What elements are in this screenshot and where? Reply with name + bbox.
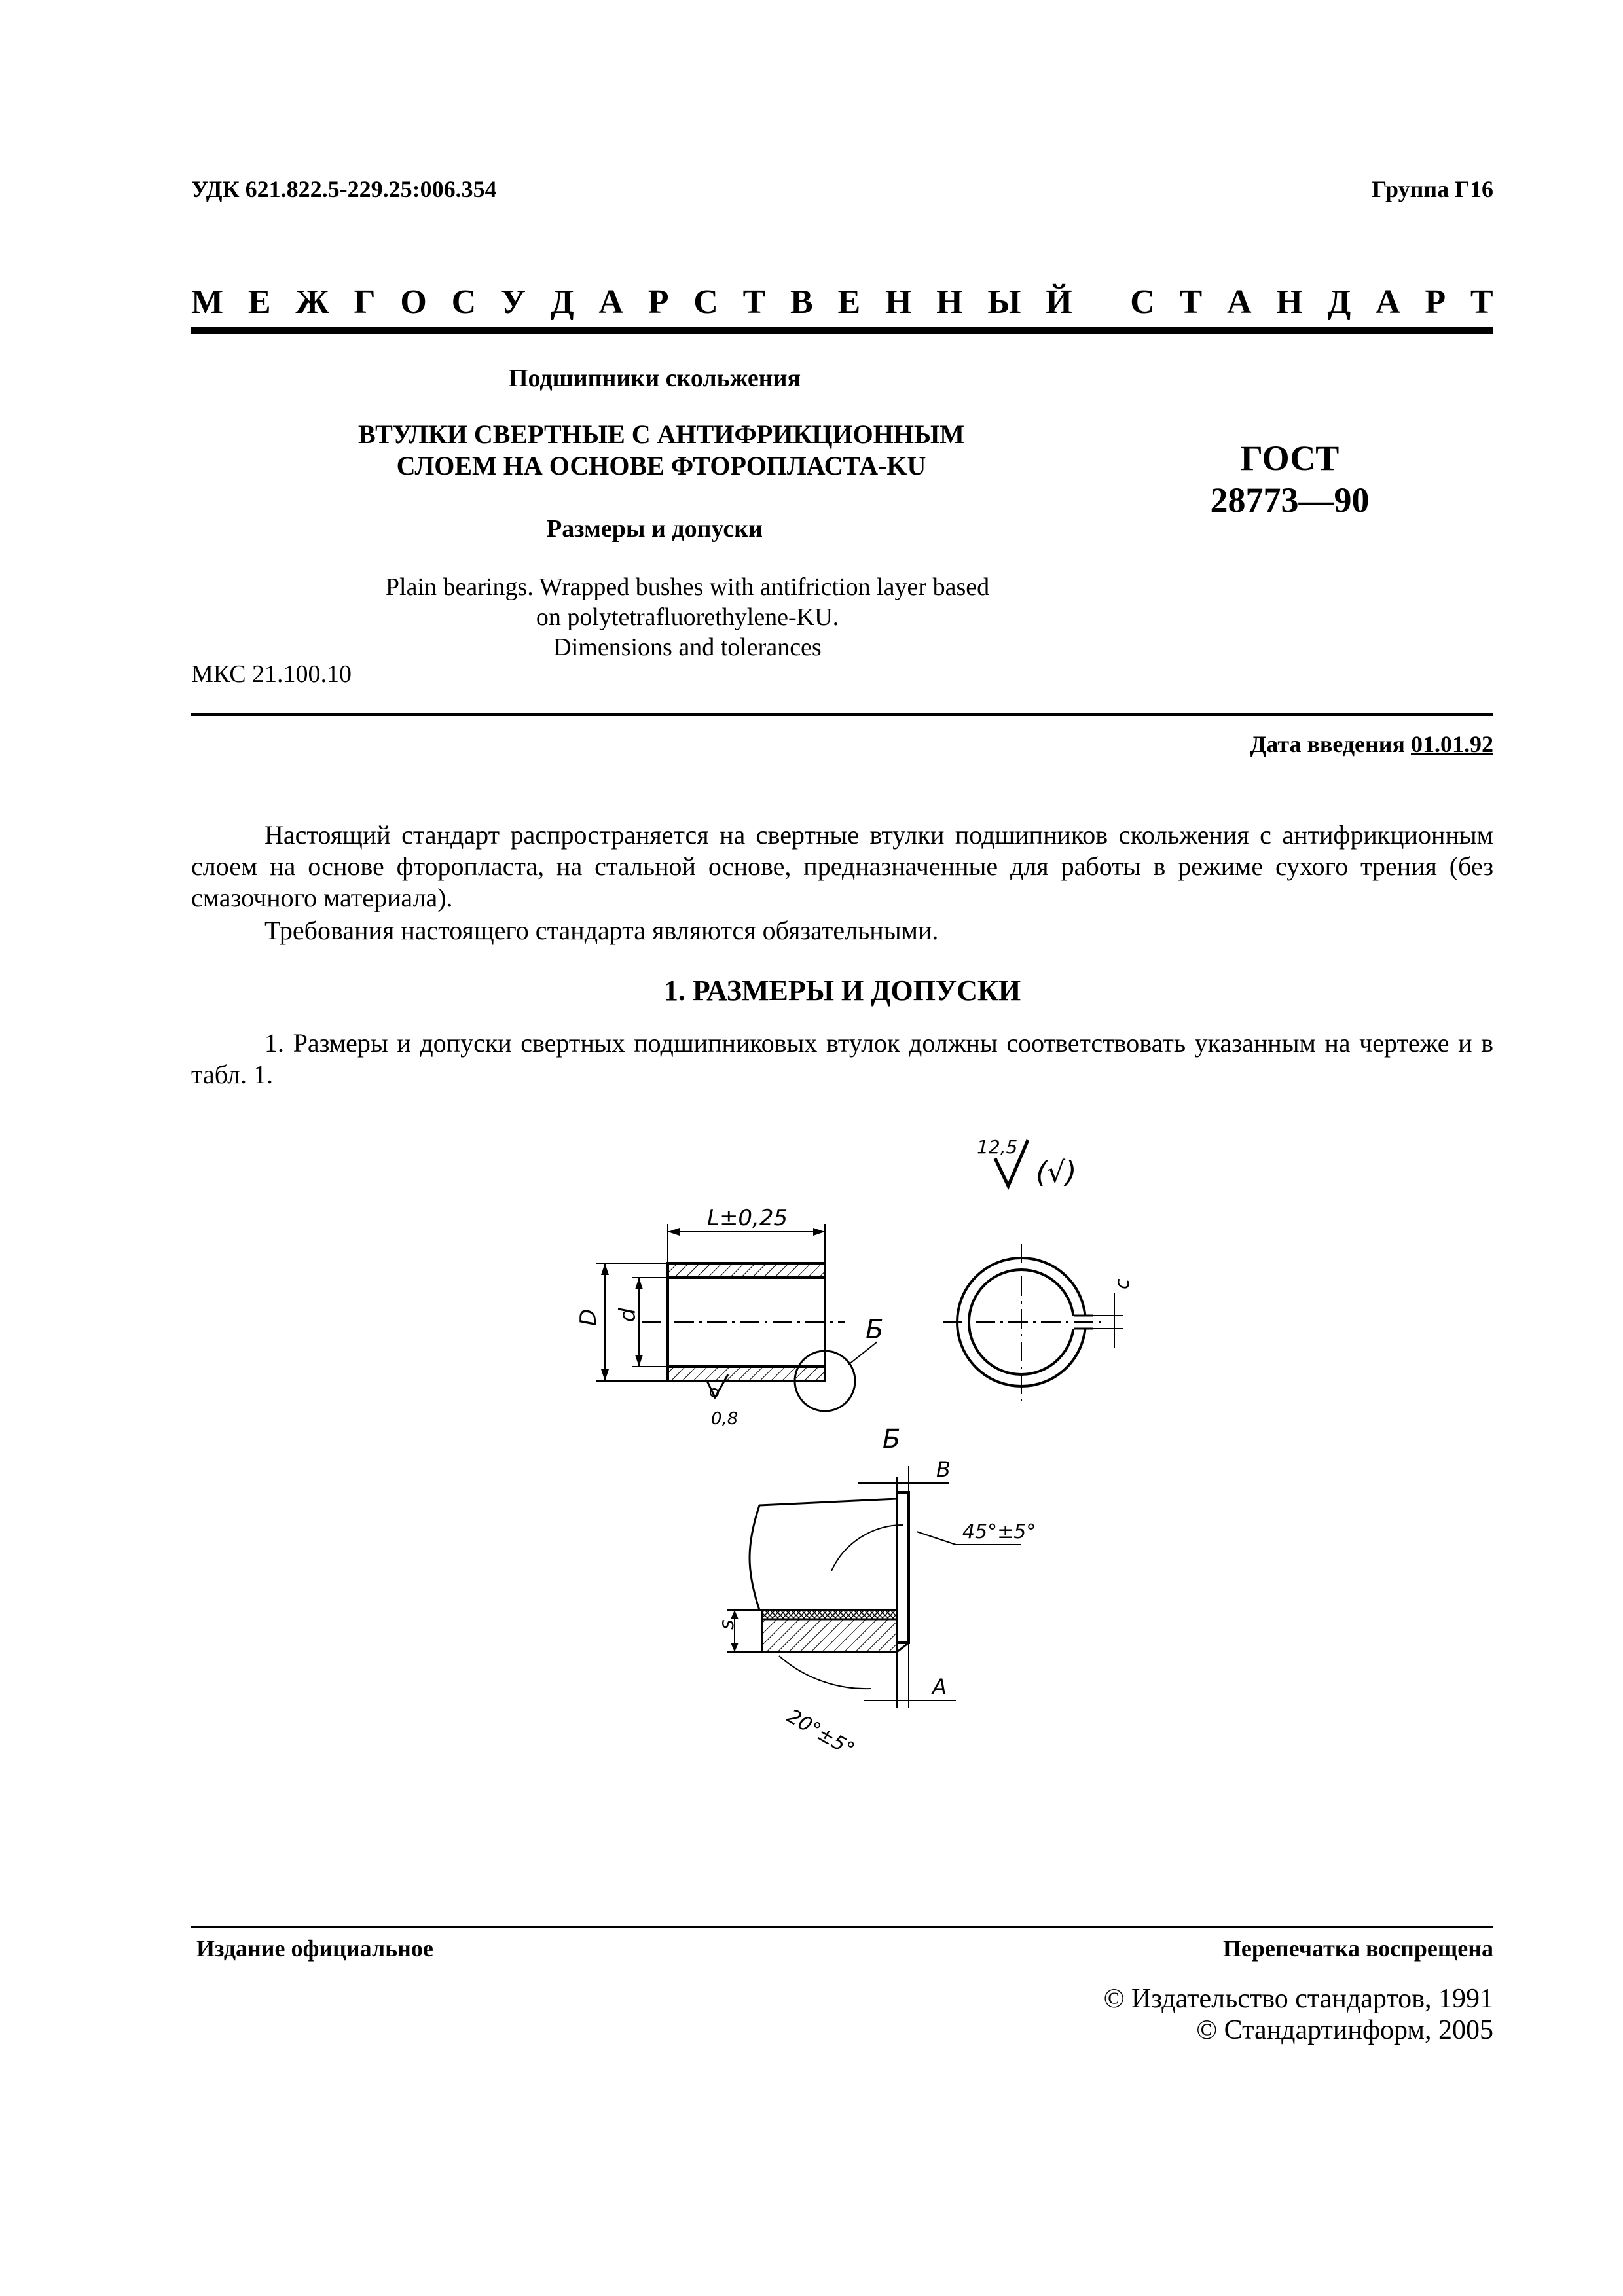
heading-letter: Т bbox=[1470, 283, 1493, 321]
heading-letter: Т bbox=[1179, 283, 1203, 321]
heading-letter: О bbox=[400, 283, 427, 321]
angle-45-label: 45°±5° bbox=[962, 1520, 1036, 1543]
heading-letter: М bbox=[191, 283, 224, 321]
heading-letter: А bbox=[1376, 283, 1400, 321]
udk-code: УДК 621.822.5-229.25:006.354 bbox=[191, 176, 497, 202]
scope-text: Настоящий стандарт распространяется на свертные втулки подшипников скольжения с антифрикционным слоем на основе фторопласта, на стальной основе, предназначенные для работы в режиме сухого трения (без смазочного материала). bbox=[191, 820, 1493, 912]
title-line-1: ВТУЛКИ СВЕРТНЫЕ С АНТИФРИКЦИОННЫМ bbox=[358, 420, 964, 449]
heading-letter: С bbox=[1130, 283, 1155, 321]
bottom-rule bbox=[191, 1926, 1493, 1928]
heading-letter: Р bbox=[1425, 283, 1446, 321]
edition-note: Издание официальное bbox=[196, 1935, 433, 1962]
dim-d-label: d bbox=[615, 1308, 641, 1322]
english-title bbox=[249, 572, 1126, 662]
heading-word-gap bbox=[1097, 283, 1105, 321]
group-code: Группа Г16 bbox=[1372, 176, 1493, 202]
roughness-symbol bbox=[977, 1136, 1076, 1189]
scope-paragraph bbox=[191, 819, 1493, 914]
gost-designation bbox=[1152, 437, 1427, 521]
detail-callout-label: Б bbox=[866, 1315, 884, 1345]
dim-c-label: c bbox=[1111, 1278, 1134, 1289]
heading-letter: Н bbox=[1276, 283, 1303, 321]
title-line-2: СЛОЕМ НА ОСНОВЕ ФТОРОПЛАСТА-KU bbox=[396, 451, 926, 480]
english-title-line-2: on polytetrafluorethylene-KU. bbox=[536, 603, 839, 631]
heading-letter: Е bbox=[837, 283, 861, 321]
clause-1-paragraph bbox=[191, 1028, 1493, 1090]
english-title-line-3: Dimensions and tolerances bbox=[553, 634, 822, 661]
introduction-date bbox=[1250, 730, 1494, 758]
heading-letter: Т bbox=[742, 283, 766, 321]
copyright-1991: © Издательство стандартов, 1991 bbox=[1103, 1984, 1493, 2014]
dim-A-label: A bbox=[932, 1674, 947, 1699]
subtitle: Подшипники скольжения bbox=[508, 365, 801, 392]
heading-letter: Д bbox=[1327, 283, 1351, 321]
heading-letter: У bbox=[500, 283, 526, 321]
document-title bbox=[236, 419, 1087, 482]
bush-side-view bbox=[575, 1205, 883, 1429]
heading-letter: Р bbox=[647, 283, 669, 321]
bush-drawing bbox=[550, 1113, 1139, 1767]
detail-view-label: Б bbox=[883, 1424, 901, 1454]
gost-label: ГОСТ bbox=[1240, 439, 1340, 478]
copyright-2005: © Стандартинформ, 2005 bbox=[1196, 2015, 1493, 2045]
dim-D-label: D bbox=[575, 1308, 602, 1326]
roughness-paren: (√) bbox=[1036, 1156, 1077, 1189]
dim-L-label: L±0,25 bbox=[707, 1205, 788, 1231]
section-heading: 1. РАЗМЕРЫ И ДОПУСКИ bbox=[663, 975, 1021, 1007]
detail-view bbox=[716, 1424, 1036, 1761]
dim-s-label: s bbox=[716, 1619, 739, 1630]
heading-letter: Н bbox=[884, 283, 912, 321]
heading-letter: В bbox=[790, 283, 813, 321]
english-title-line-1: Plain bearings. Wrapped bushes with antifriction layer based bbox=[385, 573, 990, 601]
gost-number: 28773—90 bbox=[1210, 480, 1370, 520]
heading-letter: С bbox=[693, 283, 718, 321]
heading-letter: Н bbox=[936, 283, 963, 321]
bush-end-view bbox=[943, 1244, 1134, 1401]
angle-20-label: 20°±5° bbox=[783, 1704, 858, 1762]
middle-rule bbox=[191, 713, 1493, 716]
subtitle-dimensions: Размеры и допуски bbox=[547, 515, 763, 543]
heading-letter: С bbox=[451, 283, 477, 321]
reprint-note: Перепечатка воспрещена bbox=[1222, 1935, 1493, 1962]
heading-letter: Г bbox=[354, 283, 376, 321]
clause-1-text: 1. Размеры и допуски свертных подшипниковых втулок должны соответствовать указанным на чертеже и в табл. 1. bbox=[191, 1028, 1493, 1089]
heading-letter: А bbox=[1226, 283, 1252, 321]
dim-B-label: B bbox=[936, 1457, 951, 1482]
roughness-value: 12,5 bbox=[977, 1136, 1018, 1158]
requirements-paragraph bbox=[191, 915, 1493, 946]
heading-letter: Ы bbox=[987, 283, 1021, 321]
mks-code: МКС 21.100.10 bbox=[191, 660, 352, 688]
heading-letter: Ж bbox=[295, 283, 329, 321]
heading-letter: Й bbox=[1046, 283, 1072, 321]
top-rule bbox=[191, 327, 1493, 334]
requirements-text: Требования настоящего стандарта являются обязательными. bbox=[264, 916, 939, 945]
heading-letter: Д bbox=[550, 283, 574, 321]
interstate-standard-heading bbox=[191, 283, 1493, 321]
roughness-08-label: 0,8 bbox=[711, 1409, 739, 1429]
date-label: Дата введения bbox=[1250, 731, 1405, 757]
heading-letter: А bbox=[598, 283, 623, 321]
date-value: 01.01.92 bbox=[1411, 731, 1493, 757]
heading-letter: Е bbox=[247, 283, 271, 321]
